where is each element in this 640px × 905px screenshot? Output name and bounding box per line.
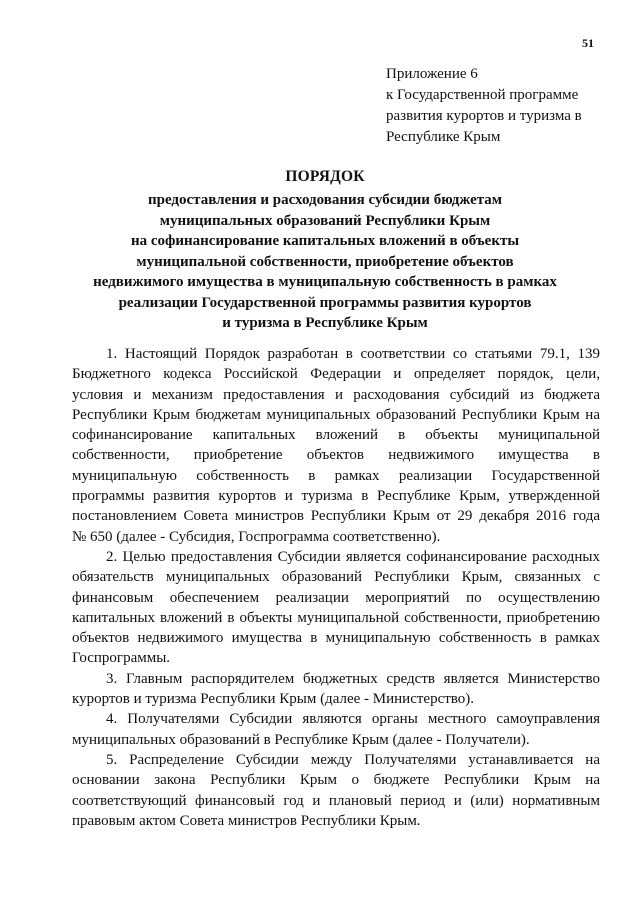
paragraph-line: Госпрограммы. [72,650,171,667]
paragraph-line: правовым актом Совета министров Республики Крым. [72,812,421,829]
appendix-line: развития курортов и туризма в [386,108,582,124]
paragraph-line: условия и механизм предоставления и расходования субсидий из бюджета [72,386,600,403]
paragraph-line: муниципальных образований в Республике Крым (далее - Получатели). [72,731,530,748]
subtitle-line: и туризма в Республике Крым [222,315,428,331]
paragraph-line: 4. Получателями Субсидии являются органы местного самоуправления [106,711,600,728]
subtitle-line: на софинансирование капитальных вложений в объекты [130,233,520,249]
paragraph-line: постановлением Совета министров Республики Крым от 29 декабря 2016 года [72,508,600,525]
subtitle-line: недвижимого имущества в муниципальную собственность в рамках [93,274,557,290]
subtitle-line: предоставления и расходования субсидии бюджетам [147,192,502,208]
paragraph-line: основании закона Республики Крым о бюджете Республики Крым на [72,772,600,789]
appendix-line: к Государственной программе [386,87,579,103]
paragraph-3 [72,669,600,710]
paragraph-line: 3. Главным распорядителем бюджетных средств является Министерство [106,670,600,687]
paragraph-line: соответствующий финансовый год и плановый период и (или) нормативным [72,792,600,809]
paragraph-line: курортов и туризма Республики Крым (далее - Министерство). [72,691,475,708]
subtitle-line: реализации Государственной программы развития курортов [118,294,532,311]
paragraph-1 [72,344,600,547]
paragraph-line: муниципальную собственность в рамках реализации Государственной [72,467,600,484]
paragraph-4 [72,709,600,750]
paragraph-2 [72,547,600,669]
paragraph-line: собственности, приобретение объектов недвижимого имущества в [72,447,600,464]
paragraph-line: финансовым обеспечением реализации мероприятий по осуществлению [72,589,600,606]
paragraph-line: 2. Целью предоставления Субсидии является софинансирование расходных [106,548,600,565]
subtitle-line: муниципальных образований Республики Крым [159,212,491,229]
paragraph-line: 5. Распределение Субсидии между Получателями устанавливается на [106,751,600,768]
paragraph-line: № 650 (далее - Субсидия, Госпрограмма соответственно). [72,528,441,545]
page-number: 51 [582,36,594,50]
document-title: ПОРЯДОК [285,168,365,185]
paragraph-line: Бюджетного кодекса Российской Федерации и определяет порядок, цели, [72,366,600,383]
paragraph-line: программы развития курортов и туризма в Республике Крым, утвержденной [72,488,600,505]
paragraph-line: обязательств муниципальных образований Республики Крым, связанных с [72,569,600,586]
paragraph-line: объектов недвижимого имущества в муниципальную собственность в рамках [72,630,600,647]
document-subtitle [50,190,600,334]
paragraph-line: 1. Настоящий Порядок разработан в соответствии со статьями 79.1, 139 [106,346,600,362]
subtitle-line: муниципальной собственности, приобретение объектов [136,253,514,270]
paragraph-5 [72,750,600,831]
document-body [72,344,600,831]
paragraph-line: капитальных вложений в объекты муниципальной собственности, приобретению [72,609,600,626]
appendix-line: Республике Крым [386,129,501,145]
paragraph-line: софинансирование капитальных вложений в объекты муниципальной [72,427,600,444]
appendix-line: Приложение 6 [386,66,478,82]
paragraph-line: Республики Крым бюджетам муниципальных образований Республики Крым на [72,406,600,423]
appendix-header [386,64,606,148]
